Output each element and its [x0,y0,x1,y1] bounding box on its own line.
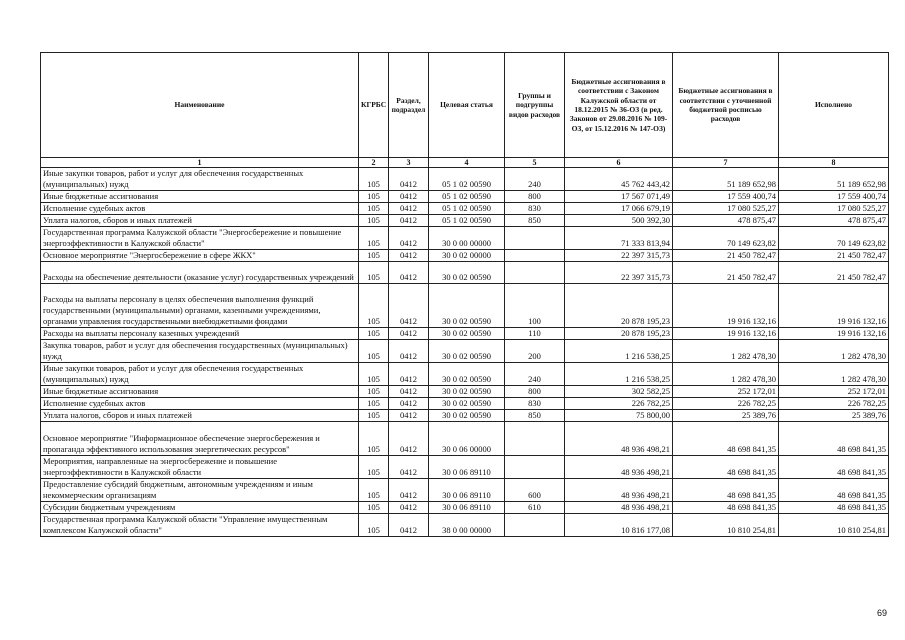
row-budget-refined: 70 149 623,82 [673,227,779,250]
table-row [41,340,889,363]
col-header-budget-refined: Бюджетные ассигнования в соответствии с уточненной бюджетной росписью расходов [673,53,779,158]
row-target-article: 30 0 02 00590 [429,398,505,410]
row-target-article: 30 0 02 00590 [429,340,505,363]
row-budget-refined: 48 698 841,35 [673,479,779,502]
row-budget-law: 500 392,30 [565,215,673,227]
row-budget-law: 17 066 679,19 [565,203,673,215]
col-header-kgrbs: КГРБС [359,53,389,158]
table-row [41,284,889,328]
row-kgrbs: 105 [359,262,389,284]
row-budget-refined: 226 782,25 [673,398,779,410]
row-target-article: 05 1 02 00590 [429,168,505,191]
row-name: Основное мероприятие "Информационное обеспечение энергосбережения и пропаганда эффективного использования энергетических ресурсов" [41,422,359,456]
row-executed: 252 172,01 [779,386,889,398]
row-section: 0412 [389,191,429,203]
table-row [41,479,889,502]
row-section: 0412 [389,422,429,456]
column-number: 1 [41,158,359,168]
row-section: 0412 [389,340,429,363]
row-section: 0412 [389,410,429,422]
col-header-target: Целевая статья [429,53,505,158]
row-executed: 478 875,47 [779,215,889,227]
row-kgrbs: 105 [359,203,389,215]
row-executed: 70 149 623,82 [779,227,889,250]
row-budget-refined: 17 559 400,74 [673,191,779,203]
row-executed: 21 450 782,47 [779,250,889,262]
row-expense-group: 110 [505,328,565,340]
column-number-row [41,158,889,168]
row-executed: 19 916 132,16 [779,328,889,340]
row-executed: 226 782,25 [779,398,889,410]
row-budget-law: 17 567 071,49 [565,191,673,203]
table-row [41,386,889,398]
row-executed: 51 189 652,98 [779,168,889,191]
row-target-article: 05 1 02 00590 [429,203,505,215]
row-budget-refined: 10 810 254,81 [673,514,779,537]
budget-table [40,52,889,537]
table-row [41,250,889,262]
table-row [41,363,889,386]
column-number: 2 [359,158,389,168]
row-executed: 21 450 782,47 [779,262,889,284]
table-row [41,410,889,422]
row-executed: 17 559 400,74 [779,191,889,203]
row-expense-group: 600 [505,479,565,502]
table-row [41,215,889,227]
row-kgrbs: 105 [359,422,389,456]
row-expense-group: 800 [505,386,565,398]
row-section: 0412 [389,262,429,284]
row-executed: 1 282 478,30 [779,363,889,386]
col-header-budget-law: Бюджетные ассигнования в соответствии с Законом Калужской области от 18.12.2015 № 36-ОЗ (в ред. Законов от 29.08.2016 № 109-ОЗ, от 15.12.2016 № 147-ОЗ) [565,53,673,158]
row-budget-refined: 252 172,01 [673,386,779,398]
row-expense-group: 830 [505,398,565,410]
row-target-article: 05 1 02 00590 [429,191,505,203]
row-budget-refined: 21 450 782,47 [673,250,779,262]
row-executed: 48 698 841,35 [779,502,889,514]
row-name: Расходы на обеспечение деятельности (оказание услуг) государственных учреждений [41,262,359,284]
column-number: 6 [565,158,673,168]
row-budget-refined: 478 875,47 [673,215,779,227]
row-budget-refined: 17 080 525,27 [673,203,779,215]
row-name: Предоставление субсидий бюджетным, автономным учреждениям и иным некоммерческим организациям [41,479,359,502]
row-section: 0412 [389,363,429,386]
row-name: Уплата налогов, сборов и иных платежей [41,215,359,227]
row-name: Мероприятия, направленные на энергосбережение и повышение энергоэффективности в Калужской области [41,456,359,479]
row-executed: 10 810 254,81 [779,514,889,537]
row-name: Иные бюджетные ассигнования [41,386,359,398]
row-budget-law: 48 936 498,21 [565,422,673,456]
row-budget-refined: 1 282 478,30 [673,363,779,386]
row-expense-group [505,227,565,250]
row-executed: 48 698 841,35 [779,422,889,456]
table-row [41,262,889,284]
row-section: 0412 [389,168,429,191]
row-section: 0412 [389,203,429,215]
row-section: 0412 [389,502,429,514]
row-target-article: 30 0 06 00000 [429,422,505,456]
row-section: 0412 [389,479,429,502]
col-header-groups: Группы и подгруппы видов расходов [505,53,565,158]
row-kgrbs: 105 [359,284,389,328]
row-section: 0412 [389,250,429,262]
row-kgrbs: 105 [359,250,389,262]
row-section: 0412 [389,514,429,537]
row-name: Субсидии бюджетным учреждениям [41,502,359,514]
row-kgrbs: 105 [359,168,389,191]
row-expense-group: 100 [505,284,565,328]
row-budget-law: 71 333 813,94 [565,227,673,250]
row-section: 0412 [389,456,429,479]
row-section: 0412 [389,398,429,410]
row-budget-law: 1 216 538,25 [565,363,673,386]
row-name: Иные закупки товаров, работ и услуг для обеспечения государственных (муниципальных) нужд [41,168,359,191]
row-target-article: 05 1 02 00590 [429,215,505,227]
column-number: 3 [389,158,429,168]
table-row [41,456,889,479]
row-expense-group: 240 [505,363,565,386]
table-row [41,514,889,537]
row-kgrbs: 105 [359,227,389,250]
row-budget-law: 48 936 498,21 [565,456,673,479]
row-name: Иные закупки товаров, работ и услуг для обеспечения государственных (муниципальных) нужд [41,363,359,386]
col-header-section: Раздел, подраздел [389,53,429,158]
row-target-article: 30 0 06 89110 [429,479,505,502]
row-target-article: 30 0 00 00000 [429,227,505,250]
row-budget-law: 22 397 315,73 [565,262,673,284]
row-kgrbs: 105 [359,340,389,363]
row-kgrbs: 105 [359,191,389,203]
row-target-article: 30 0 06 89110 [429,502,505,514]
row-expense-group [505,250,565,262]
table-row [41,191,889,203]
row-executed: 19 916 132,16 [779,284,889,328]
row-expense-group: 850 [505,410,565,422]
row-target-article: 30 0 02 00590 [429,262,505,284]
row-budget-law: 75 800,00 [565,410,673,422]
row-target-article: 30 0 02 00590 [429,363,505,386]
row-kgrbs: 105 [359,514,389,537]
row-expense-group [505,514,565,537]
row-kgrbs: 105 [359,328,389,340]
row-expense-group [505,456,565,479]
row-section: 0412 [389,215,429,227]
row-name: Исполнение судебных актов [41,398,359,410]
row-name: Уплата налогов, сборов и иных платежей [41,410,359,422]
header-row [41,53,889,158]
row-budget-law: 48 936 498,21 [565,502,673,514]
row-expense-group: 240 [505,168,565,191]
row-kgrbs: 105 [359,363,389,386]
row-target-article: 30 0 02 00590 [429,386,505,398]
row-section: 0412 [389,227,429,250]
row-expense-group [505,262,565,284]
row-kgrbs: 105 [359,410,389,422]
row-budget-refined: 48 698 841,35 [673,502,779,514]
column-number: 5 [505,158,565,168]
table-row [41,502,889,514]
row-name: Иные бюджетные ассигнования [41,191,359,203]
row-expense-group [505,422,565,456]
row-budget-law: 10 816 177,08 [565,514,673,537]
col-header-executed: Исполнено [779,53,889,158]
row-section: 0412 [389,328,429,340]
row-budget-refined: 1 282 478,30 [673,340,779,363]
row-budget-law: 1 216 538,25 [565,340,673,363]
row-kgrbs: 105 [359,479,389,502]
row-kgrbs: 105 [359,456,389,479]
row-executed: 1 282 478,30 [779,340,889,363]
table-row [41,398,889,410]
row-name: Государственная программа Калужской области "Энергосбережение и повышение энергоэффективности в Калужской области" [41,227,359,250]
row-expense-group: 610 [505,502,565,514]
table-row [41,227,889,250]
row-name: Расходы на выплаты персоналу в целях обеспечения выполнения функций государственными (муниципальными) органами, казенными учреждениями, органами управления государственными внебюджетными фондами [41,284,359,328]
row-budget-refined: 19 916 132,16 [673,328,779,340]
column-number: 8 [779,158,889,168]
row-budget-law: 20 878 195,23 [565,328,673,340]
row-budget-law: 20 878 195,23 [565,284,673,328]
row-target-article: 30 0 02 00000 [429,250,505,262]
row-budget-law: 302 582,25 [565,386,673,398]
row-name: Основное мероприятие "Энергосбережение в сфере ЖКХ" [41,250,359,262]
row-name: Закупка товаров, работ и услуг для обеспечения государственных (муниципальных) нужд [41,340,359,363]
row-expense-group: 850 [505,215,565,227]
row-budget-law: 22 397 315,73 [565,250,673,262]
table-row [41,422,889,456]
row-target-article: 30 0 02 00590 [429,284,505,328]
row-budget-refined: 48 698 841,35 [673,422,779,456]
row-budget-refined: 21 450 782,47 [673,262,779,284]
row-section: 0412 [389,284,429,328]
row-budget-refined: 19 916 132,16 [673,284,779,328]
row-kgrbs: 105 [359,386,389,398]
row-section: 0412 [389,386,429,398]
row-budget-law: 226 782,25 [565,398,673,410]
row-target-article: 38 0 00 00000 [429,514,505,537]
row-target-article: 30 0 02 00590 [429,328,505,340]
row-budget-refined: 51 189 652,98 [673,168,779,191]
row-expense-group: 800 [505,191,565,203]
col-header-name: Наименование [41,53,359,158]
column-number: 4 [429,158,505,168]
row-budget-refined: 48 698 841,35 [673,456,779,479]
row-executed: 17 080 525,27 [779,203,889,215]
row-kgrbs: 105 [359,215,389,227]
table-row [41,203,889,215]
row-budget-refined: 25 389,76 [673,410,779,422]
row-name: Расходы на выплаты персоналу казенных учреждений [41,328,359,340]
row-expense-group: 200 [505,340,565,363]
row-budget-law: 48 936 498,21 [565,479,673,502]
row-name: Государственная программа Калужской области "Управление имущественным комплексом Калужской области" [41,514,359,537]
row-target-article: 30 0 02 00590 [429,410,505,422]
table-row [41,328,889,340]
page-number: 69 [876,608,887,618]
row-target-article: 30 0 06 89110 [429,456,505,479]
column-number: 7 [673,158,779,168]
row-expense-group: 830 [505,203,565,215]
row-executed: 48 698 841,35 [779,479,889,502]
table-body [41,168,889,537]
row-name: Исполнение судебных актов [41,203,359,215]
row-kgrbs: 105 [359,502,389,514]
row-kgrbs: 105 [359,398,389,410]
row-budget-law: 45 762 443,42 [565,168,673,191]
table-row [41,168,889,191]
row-executed: 25 389,76 [779,410,889,422]
row-executed: 48 698 841,35 [779,456,889,479]
